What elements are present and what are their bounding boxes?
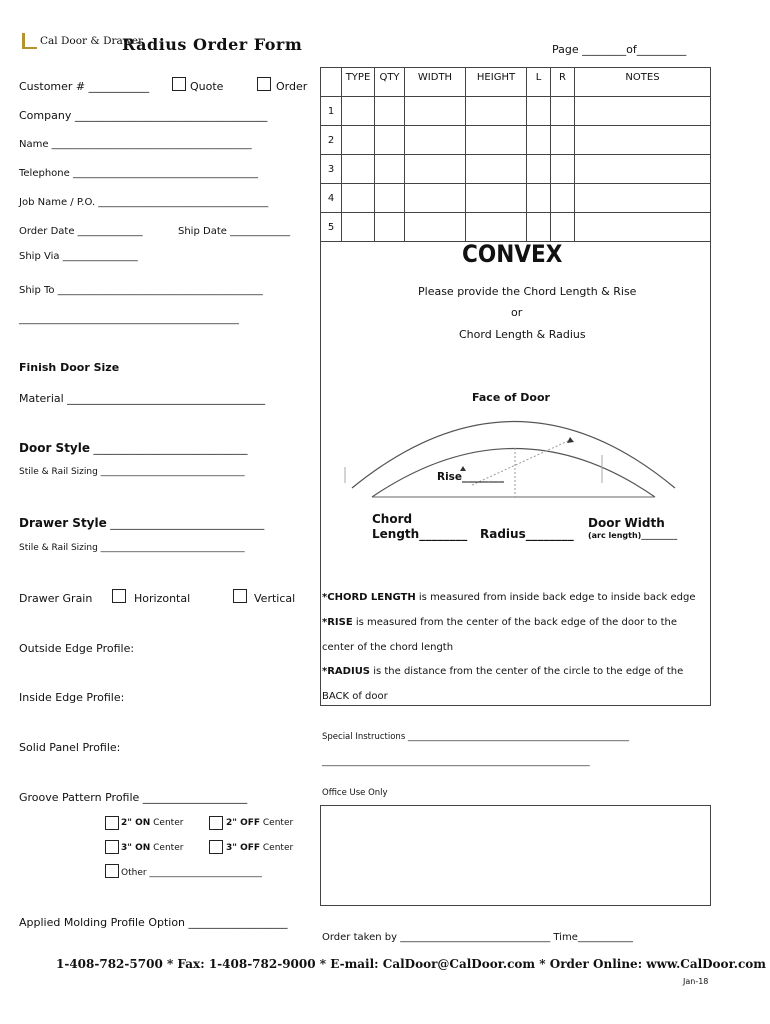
ship-to-field[interactable]: Ship To _________________________________________ xyxy=(19,285,263,296)
cell-qty[interactable] xyxy=(375,97,405,126)
groove-2-on-rest: Center xyxy=(150,818,184,828)
cell-width[interactable] xyxy=(405,184,466,213)
col-height-header: HEIGHT xyxy=(466,68,527,97)
groove-2-on-bold: 2" ON xyxy=(121,818,151,828)
note-radius-bold: *RADIUS xyxy=(322,666,371,677)
job-name-field[interactable]: Job Name / P.O. __________________________________ xyxy=(19,197,269,208)
cell-l[interactable] xyxy=(527,97,551,126)
vertical-checkbox[interactable] xyxy=(233,589,247,603)
groove-other-field[interactable]: Other _________________________ xyxy=(121,868,262,878)
ship-to-line-2[interactable]: ____________________________________________ xyxy=(19,314,239,325)
door-style-line: ____________________________ xyxy=(93,442,248,455)
note-radius-cont-text: BACK of door xyxy=(322,691,388,702)
note-rise-bold: *RISE xyxy=(322,617,353,628)
col-notes-header: NOTES xyxy=(575,68,711,97)
door-width-label: Door Width xyxy=(588,516,665,530)
cell-height[interactable] xyxy=(466,213,527,242)
groove-2-off-bold: 2" OFF xyxy=(226,818,261,828)
groove-other-checkbox[interactable] xyxy=(105,864,119,878)
groove-3-on-bold: 3" ON xyxy=(121,843,151,853)
drawer-grain-label: Drawer Grain xyxy=(19,592,93,605)
groove-3-on-checkbox[interactable] xyxy=(105,840,119,854)
cell-width[interactable] xyxy=(405,213,466,242)
cell-r[interactable] xyxy=(551,97,575,126)
inside-edge-profile-field[interactable]: Inside Edge Profile: xyxy=(19,691,125,704)
note-radius xyxy=(322,666,683,677)
table-row xyxy=(321,155,711,184)
door-style-field[interactable] xyxy=(19,441,248,455)
cell-height[interactable] xyxy=(466,126,527,155)
cell-height[interactable] xyxy=(466,184,527,213)
convex-title: CONVEX xyxy=(462,240,563,268)
convex-instruction-2: Chord Length & Radius xyxy=(459,328,586,341)
material-field[interactable]: Material ____________________________________ xyxy=(19,392,266,405)
cell-r[interactable] xyxy=(551,184,575,213)
quote-label: Quote xyxy=(190,80,224,93)
row-number: 1 xyxy=(321,97,342,126)
arc-length-field[interactable]: (arc length)_________ xyxy=(588,531,678,540)
groove-3-off-label xyxy=(226,843,293,853)
rise-label[interactable]: Rise________ xyxy=(437,471,505,483)
drawer-style-line: ____________________________ xyxy=(110,517,265,530)
order-taken-field[interactable]: Order taken by ______________________________ Time___________ xyxy=(322,932,633,943)
outer-arc xyxy=(352,422,675,489)
cell-type[interactable] xyxy=(342,126,375,155)
chord-label: Chord xyxy=(372,512,413,526)
table-row xyxy=(321,126,711,155)
groove-3-on-label xyxy=(121,843,183,853)
col-width-header: WIDTH xyxy=(405,68,466,97)
order-date-field[interactable]: Order Date _____________ xyxy=(19,226,143,237)
cell-r[interactable] xyxy=(551,155,575,184)
order-checkbox[interactable] xyxy=(257,77,271,91)
cell-notes[interactable] xyxy=(575,155,711,184)
special-instructions-field[interactable]: Special Instructions ____________________________________________________ xyxy=(322,732,629,742)
name-field[interactable]: Name ________________________________________ xyxy=(19,139,252,150)
horizontal-label: Horizontal xyxy=(134,592,191,605)
groove-2-off-checkbox[interactable] xyxy=(209,816,223,830)
cell-height[interactable] xyxy=(466,155,527,184)
note-radius-cont xyxy=(322,691,388,702)
note-radius-text: is the distance from the center of the circle to the edge of the xyxy=(370,666,684,677)
groove-2-off-label xyxy=(226,818,293,828)
office-use-label: Office Use Only xyxy=(322,788,388,798)
col-l-header: L xyxy=(527,68,551,97)
door-style-label: Door Style xyxy=(19,441,90,455)
horizontal-checkbox[interactable] xyxy=(112,589,126,603)
cell-l[interactable] xyxy=(527,155,551,184)
groove-3-off-checkbox[interactable] xyxy=(209,840,223,854)
note-chord-text: is measured from inside back edge to inside back edge xyxy=(415,592,696,603)
row-number-header xyxy=(321,68,342,97)
ship-date-field[interactable]: Ship Date ____________ xyxy=(178,226,291,237)
cell-height[interactable] xyxy=(466,97,527,126)
inner-arc xyxy=(372,449,655,498)
convex-instruction-1: Please provide the Chord Length & Rise xyxy=(418,285,637,298)
cell-r[interactable] xyxy=(551,213,575,242)
door-stile-rail-field[interactable]: Stile & Rail Sizing ________________________________ xyxy=(19,467,245,477)
groove-pattern-field[interactable]: Groove Pattern Profile ___________________ xyxy=(19,791,248,804)
note-rise xyxy=(322,617,677,628)
cell-width[interactable] xyxy=(405,97,466,126)
cell-qty[interactable] xyxy=(375,184,405,213)
drawer-style-field[interactable] xyxy=(19,516,264,530)
cell-l[interactable] xyxy=(527,213,551,242)
cell-qty[interactable] xyxy=(375,126,405,155)
cell-r[interactable] xyxy=(551,126,575,155)
footer-contact: 1-408-782-5700 * Fax: 1-408-782-9000 * E-mail: CalDoor@CalDoor.com * Order Online: www.CalDoor.com xyxy=(56,957,766,971)
cell-type[interactable] xyxy=(342,213,375,242)
note-rise-cont xyxy=(322,642,453,653)
page-number-field[interactable]: Page ________of_________ xyxy=(552,43,687,56)
office-use-box[interactable] xyxy=(320,805,711,906)
vertical-label: Vertical xyxy=(254,592,296,605)
row-number: 4 xyxy=(321,184,342,213)
row-number: 3 xyxy=(321,155,342,184)
groove-3-off-bold: 3" OFF xyxy=(226,843,261,853)
finish-door-size-label: Finish Door Size xyxy=(19,361,120,374)
order-label: Order xyxy=(276,80,308,93)
table-header-row xyxy=(321,68,711,97)
form-title: Radius Order Form xyxy=(122,35,303,54)
row-number: 2 xyxy=(321,126,342,155)
radius-field[interactable]: Radius________ xyxy=(480,527,574,541)
col-r-header: R xyxy=(551,68,575,97)
cell-type[interactable] xyxy=(342,155,375,184)
note-chord-bold: *CHORD LENGTH xyxy=(322,592,416,603)
company-field[interactable]: Company ___________________________________ xyxy=(19,109,268,122)
note-rise-cont-text: center of the chord length xyxy=(322,642,454,653)
chord-length-field[interactable]: Length________ xyxy=(372,527,468,541)
drawer-style-label: Drawer Style xyxy=(19,516,107,530)
quote-checkbox[interactable] xyxy=(172,77,186,91)
col-type-header: TYPE xyxy=(342,68,375,97)
cell-l[interactable] xyxy=(527,184,551,213)
groove-3-on-rest: Center xyxy=(150,843,184,853)
cell-width[interactable] xyxy=(405,155,466,184)
groove-2-on-label xyxy=(121,818,183,828)
groove-3-off-rest: Center xyxy=(260,843,294,853)
cell-notes[interactable] xyxy=(575,213,711,242)
convex-instruction-or: or xyxy=(511,306,523,319)
cell-qty[interactable] xyxy=(375,213,405,242)
table-row xyxy=(321,97,711,126)
cell-notes[interactable] xyxy=(575,97,711,126)
special-instructions-line-2[interactable]: _______________________________________________________________ xyxy=(322,757,590,767)
cell-qty[interactable] xyxy=(375,155,405,184)
order-items-table xyxy=(320,67,711,242)
cell-l[interactable] xyxy=(527,126,551,155)
radius-arrow-icon xyxy=(567,437,574,443)
groove-2-on-checkbox[interactable] xyxy=(105,816,119,830)
logo-text: Cal Door & Drawer xyxy=(40,35,144,47)
row-number: 5 xyxy=(321,213,342,242)
customer-number-field[interactable]: Customer # ___________ xyxy=(19,80,150,93)
groove-2-off-rest: Center xyxy=(260,818,294,828)
table-row xyxy=(321,213,711,242)
cell-notes[interactable] xyxy=(575,126,711,155)
logo-mark-icon xyxy=(22,33,37,49)
cell-type[interactable] xyxy=(342,97,375,126)
table-row xyxy=(321,184,711,213)
note-chord-length xyxy=(322,592,696,603)
cell-type[interactable] xyxy=(342,184,375,213)
col-qty-header: QTY xyxy=(375,68,405,97)
telephone-field[interactable]: Telephone _____________________________________ xyxy=(19,168,258,179)
drawer-stile-rail-field[interactable]: Stile & Rail Sizing ________________________________ xyxy=(19,543,245,553)
revision-date: Jan-18 xyxy=(683,977,709,986)
cell-width[interactable] xyxy=(405,126,466,155)
face-of-door-label: Face of Door xyxy=(472,391,550,404)
solid-panel-profile-field[interactable]: Solid Panel Profile: xyxy=(19,741,121,754)
outside-edge-profile-field[interactable]: Outside Edge Profile: xyxy=(19,642,135,655)
applied-molding-field[interactable]: Applied Molding Profile Option __________________ xyxy=(19,916,288,929)
cell-notes[interactable] xyxy=(575,184,711,213)
ship-via-field[interactable]: Ship Via _______________ xyxy=(19,251,138,262)
note-rise-text: is measured from the center of the back edge of the door to the xyxy=(352,617,678,628)
